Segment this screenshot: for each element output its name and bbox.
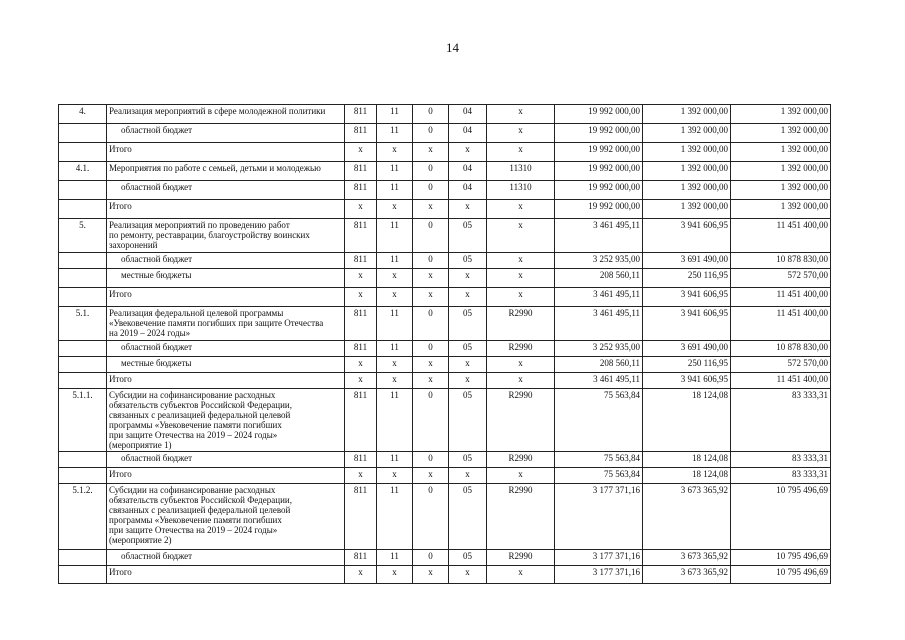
amount-year3-cell: 11 451 400,00 (731, 373, 831, 389)
program-cell: 0 (413, 105, 449, 124)
expense-code-cell: R2990 (487, 550, 555, 566)
expense-code-cell: x (487, 253, 555, 269)
amount-year1-cell: 3 177 371,16 (555, 550, 643, 566)
item-name-line: Реализация федеральной целевой программы (109, 308, 284, 318)
amount-year2-cell: 1 392 000,00 (643, 162, 731, 181)
item-name-cell (107, 373, 345, 389)
row-number-cell (59, 468, 107, 484)
amount-year2-cell: 3 673 365,92 (643, 550, 731, 566)
row-number-cell (59, 181, 107, 200)
item-name-line: областной бюджет (121, 125, 193, 135)
subprogram-cell: 05 (449, 452, 487, 468)
page-number: 14 (446, 40, 459, 55)
amount-year3-cell: 10 795 496,69 (731, 550, 831, 566)
expense-code-cell: x (487, 373, 555, 389)
item-name-line: Итого (109, 374, 132, 384)
amount-year1-cell: 208 560,11 (555, 357, 643, 373)
section-cell: 11 (377, 124, 413, 143)
item-name-line: при защите Отечества на 2019 – 2024 годы» (109, 430, 278, 440)
program-cell: 0 (413, 389, 449, 452)
program-cell: 0 (413, 162, 449, 181)
item-name-cell (107, 181, 345, 200)
amount-year3-cell: 83 333,31 (731, 468, 831, 484)
subprogram-cell: 05 (449, 341, 487, 357)
subprogram-cell: x (449, 269, 487, 288)
program-cell: 0 (413, 253, 449, 269)
section-cell: 11 (377, 253, 413, 269)
grbs-cell: x (345, 269, 377, 288)
item-name-cell (107, 253, 345, 269)
item-name-line: Субсидии на софинансирование расходных (109, 485, 276, 495)
expense-code-cell: R2990 (487, 341, 555, 357)
amount-year1-cell: 75 563,84 (555, 468, 643, 484)
amount-year2-cell: 3 941 606,95 (643, 307, 731, 341)
expense-code-cell: x (487, 468, 555, 484)
amount-year3-cell: 11 451 400,00 (731, 288, 831, 307)
expense-code-cell: R2990 (487, 452, 555, 468)
subprogram-cell: 04 (449, 162, 487, 181)
amount-year1-cell: 208 560,11 (555, 269, 643, 288)
section-cell: 11 (377, 389, 413, 452)
amount-year3-cell: 10 878 830,00 (731, 341, 831, 357)
table-row (59, 124, 831, 143)
program-cell: x (413, 373, 449, 389)
amount-year2-cell: 250 116,95 (643, 357, 731, 373)
section-cell: x (377, 373, 413, 389)
amount-year3-cell: 10 795 496,69 (731, 566, 831, 584)
program-cell: 0 (413, 452, 449, 468)
amount-year1-cell: 19 992 000,00 (555, 200, 643, 219)
table-row (59, 143, 831, 162)
item-name-cell (107, 143, 345, 162)
row-number-cell (59, 341, 107, 357)
item-name-cell (107, 566, 345, 584)
amount-year3-cell: 572 570,00 (731, 357, 831, 373)
table-row (59, 357, 831, 373)
item-name-line: областной бюджет (121, 551, 193, 561)
subprogram-cell: 05 (449, 307, 487, 341)
program-cell: 0 (413, 550, 449, 566)
table-row (59, 341, 831, 357)
grbs-cell: x (345, 288, 377, 307)
row-number-cell (59, 566, 107, 584)
section-cell: 11 (377, 484, 413, 550)
item-name-cell (107, 162, 345, 181)
row-number-cell (59, 200, 107, 219)
expense-code-cell: x (487, 219, 555, 253)
item-name-cell (107, 389, 345, 452)
grbs-cell: 811 (345, 181, 377, 200)
grbs-cell: 811 (345, 253, 377, 269)
section-cell: 11 (377, 452, 413, 468)
amount-year2-cell: 1 392 000,00 (643, 105, 731, 124)
amount-year2-cell: 3 691 490,00 (643, 253, 731, 269)
table-row (59, 288, 831, 307)
row-number-cell (59, 357, 107, 373)
subprogram-cell: x (449, 468, 487, 484)
item-name-line: Реализация мероприятий в сфере молодежной политики (109, 106, 326, 116)
row-number-cell: 5. (59, 219, 107, 253)
amount-year2-cell: 1 392 000,00 (643, 143, 731, 162)
subprogram-cell: 05 (449, 484, 487, 550)
amount-year2-cell: 1 392 000,00 (643, 181, 731, 200)
amount-year2-cell: 18 124,08 (643, 389, 731, 452)
row-number-cell: 5.1. (59, 307, 107, 341)
amount-year3-cell: 1 392 000,00 (731, 124, 831, 143)
amount-year1-cell: 3 252 935,00 (555, 341, 643, 357)
grbs-cell: x (345, 468, 377, 484)
section-cell: 11 (377, 307, 413, 341)
expense-code-cell: R2990 (487, 484, 555, 550)
program-cell: x (413, 288, 449, 307)
expense-code-cell: x (487, 143, 555, 162)
item-name-line: обязательств субъектов Российской Федерации, (109, 495, 292, 505)
program-cell: x (413, 269, 449, 288)
amount-year2-cell: 3 941 606,95 (643, 373, 731, 389)
amount-year1-cell: 3 461 495,11 (555, 307, 643, 341)
grbs-cell: x (345, 566, 377, 584)
amount-year3-cell: 572 570,00 (731, 269, 831, 288)
item-name-cell (107, 288, 345, 307)
item-name-line: программы «Увековечение памяти погибших (109, 420, 282, 430)
expense-code-cell: 11310 (487, 181, 555, 200)
item-name-line: Итого (109, 567, 132, 577)
item-name-line: областной бюджет (121, 182, 193, 192)
expense-code-cell: x (487, 124, 555, 143)
item-name-line: Мероприятия по работе с семьей, детьми и молодежью (109, 163, 321, 173)
amount-year1-cell: 19 992 000,00 (555, 143, 643, 162)
item-name-cell (107, 269, 345, 288)
item-name-line: при защите Отечества на 2019 – 2024 годы» (109, 525, 278, 535)
expense-code-cell: x (487, 288, 555, 307)
item-name-line: «Увековечение памяти погибших при защите Отечества (109, 318, 324, 328)
expense-code-cell: x (487, 269, 555, 288)
item-name-cell (107, 357, 345, 373)
amount-year3-cell: 1 392 000,00 (731, 162, 831, 181)
amount-year2-cell: 3 941 606,95 (643, 219, 731, 253)
amount-year1-cell: 19 992 000,00 (555, 124, 643, 143)
amount-year3-cell: 1 392 000,00 (731, 143, 831, 162)
amount-year3-cell: 1 392 000,00 (731, 200, 831, 219)
section-cell: 11 (377, 162, 413, 181)
row-number-cell (59, 373, 107, 389)
table-row (59, 253, 831, 269)
row-number-cell: 4. (59, 105, 107, 124)
section-cell: x (377, 288, 413, 307)
amount-year1-cell: 19 992 000,00 (555, 105, 643, 124)
amount-year1-cell: 3 461 495,11 (555, 288, 643, 307)
grbs-cell: x (345, 143, 377, 162)
item-name-line: областной бюджет (121, 254, 193, 264)
item-name-line: местные бюджеты (121, 270, 192, 280)
item-name-line: областной бюджет (121, 342, 193, 352)
amount-year3-cell: 1 392 000,00 (731, 181, 831, 200)
item-name-cell (107, 200, 345, 219)
table-row (59, 200, 831, 219)
expense-code-cell: x (487, 105, 555, 124)
amount-year3-cell: 83 333,31 (731, 452, 831, 468)
item-name-cell (107, 105, 345, 124)
budget-table (58, 104, 831, 584)
subprogram-cell: x (449, 200, 487, 219)
item-name-cell (107, 341, 345, 357)
row-number-cell (59, 288, 107, 307)
grbs-cell: 811 (345, 341, 377, 357)
section-cell: 11 (377, 181, 413, 200)
table-row (59, 389, 831, 452)
grbs-cell: 811 (345, 219, 377, 253)
item-name-cell (107, 307, 345, 341)
table-row (59, 219, 831, 253)
subprogram-cell: 05 (449, 550, 487, 566)
expense-code-cell: x (487, 566, 555, 584)
section-cell: x (377, 357, 413, 373)
section-cell: x (377, 143, 413, 162)
table-row (59, 373, 831, 389)
item-name-line: Итого (109, 144, 132, 154)
table-row (59, 307, 831, 341)
amount-year1-cell: 75 563,84 (555, 389, 643, 452)
section-cell: x (377, 200, 413, 219)
subprogram-cell: x (449, 566, 487, 584)
item-name-line: Итого (109, 201, 132, 211)
program-cell: x (413, 200, 449, 219)
table-row (59, 484, 831, 550)
amount-year3-cell: 1 392 000,00 (731, 105, 831, 124)
section-cell: 11 (377, 341, 413, 357)
item-name-line: захоронений (109, 240, 158, 250)
row-number-cell: 5.1.2. (59, 484, 107, 550)
item-name-line: местные бюджеты (121, 358, 192, 368)
program-cell: x (413, 468, 449, 484)
grbs-cell: 811 (345, 452, 377, 468)
row-number-cell (59, 143, 107, 162)
subprogram-cell: x (449, 373, 487, 389)
amount-year1-cell: 3 177 371,16 (555, 566, 643, 584)
item-name-line: Итого (109, 289, 132, 299)
amount-year2-cell: 1 392 000,00 (643, 200, 731, 219)
item-name-cell (107, 219, 345, 253)
grbs-cell: 811 (345, 162, 377, 181)
item-name-line: обязательств субъектов Российской Федерации, (109, 400, 292, 410)
amount-year2-cell: 3 941 606,95 (643, 288, 731, 307)
row-number-cell: 4.1. (59, 162, 107, 181)
subprogram-cell: 05 (449, 253, 487, 269)
amount-year3-cell: 10 878 830,00 (731, 253, 831, 269)
row-number-cell (59, 452, 107, 468)
item-name-line: по ремонту, реставрации, благоустройству воинских (109, 230, 310, 240)
expense-code-cell: x (487, 200, 555, 219)
row-number-cell (59, 124, 107, 143)
subprogram-cell: 04 (449, 181, 487, 200)
subprogram-cell: 05 (449, 219, 487, 253)
grbs-cell: 811 (345, 484, 377, 550)
amount-year1-cell: 19 992 000,00 (555, 181, 643, 200)
subprogram-cell: x (449, 357, 487, 373)
program-cell: 0 (413, 307, 449, 341)
subprogram-cell: 04 (449, 105, 487, 124)
budget-table-body (59, 105, 831, 584)
item-name-line: связанных с реализацией федеральной целевой (109, 410, 291, 420)
grbs-cell: 811 (345, 105, 377, 124)
item-name-line: Субсидии на софинансирование расходных (109, 390, 276, 400)
amount-year3-cell: 11 451 400,00 (731, 219, 831, 253)
item-name-line: областной бюджет (121, 453, 193, 463)
program-cell: x (413, 566, 449, 584)
amount-year1-cell: 75 563,84 (555, 452, 643, 468)
amount-year3-cell: 11 451 400,00 (731, 307, 831, 341)
amount-year2-cell: 1 392 000,00 (643, 124, 731, 143)
grbs-cell: 811 (345, 124, 377, 143)
amount-year2-cell: 3 673 365,92 (643, 484, 731, 550)
section-cell: x (377, 566, 413, 584)
item-name-line: программы «Увековечение памяти погибших (109, 515, 282, 525)
expense-code-cell: R2990 (487, 389, 555, 452)
amount-year1-cell: 19 992 000,00 (555, 162, 643, 181)
program-cell: x (413, 143, 449, 162)
grbs-cell: 811 (345, 550, 377, 566)
program-cell: x (413, 357, 449, 373)
section-cell: 11 (377, 219, 413, 253)
table-row (59, 162, 831, 181)
expense-code-cell: R2990 (487, 307, 555, 341)
table-row (59, 269, 831, 288)
section-cell: x (377, 468, 413, 484)
program-cell: 0 (413, 181, 449, 200)
amount-year3-cell: 83 333,31 (731, 389, 831, 452)
row-number-cell (59, 269, 107, 288)
item-name-line: (мероприятие 2) (109, 535, 172, 545)
subprogram-cell: 05 (449, 389, 487, 452)
table-row (59, 550, 831, 566)
table-row (59, 181, 831, 200)
amount-year3-cell: 10 795 496,69 (731, 484, 831, 550)
amount-year1-cell: 3 461 495,11 (555, 373, 643, 389)
item-name-cell (107, 484, 345, 550)
item-name-line: на 2019 – 2024 годы» (109, 328, 191, 338)
table-row (59, 566, 831, 584)
item-name-cell (107, 468, 345, 484)
item-name-line: Итого (109, 469, 132, 479)
expense-code-cell: 11310 (487, 162, 555, 181)
amount-year2-cell: 3 691 490,00 (643, 341, 731, 357)
grbs-cell: x (345, 200, 377, 219)
grbs-cell: 811 (345, 307, 377, 341)
subprogram-cell: 04 (449, 124, 487, 143)
grbs-cell: 811 (345, 389, 377, 452)
program-cell: 0 (413, 341, 449, 357)
table-row (59, 468, 831, 484)
grbs-cell: x (345, 357, 377, 373)
expense-code-cell: x (487, 357, 555, 373)
item-name-line: Реализация мероприятий по проведению работ (109, 220, 290, 230)
grbs-cell: x (345, 373, 377, 389)
amount-year2-cell: 18 124,08 (643, 468, 731, 484)
program-cell: 0 (413, 124, 449, 143)
item-name-cell (107, 124, 345, 143)
row-number-cell (59, 550, 107, 566)
program-cell: 0 (413, 484, 449, 550)
item-name-line: связанных с реализацией федеральной целевой (109, 505, 291, 515)
amount-year2-cell: 18 124,08 (643, 452, 731, 468)
section-cell: 11 (377, 105, 413, 124)
subprogram-cell: x (449, 143, 487, 162)
section-cell: 11 (377, 550, 413, 566)
table-row (59, 452, 831, 468)
amount-year2-cell: 250 116,95 (643, 269, 731, 288)
table-row (59, 105, 831, 124)
amount-year1-cell: 3 461 495,11 (555, 219, 643, 253)
row-number-cell: 5.1.1. (59, 389, 107, 452)
item-name-line: (мероприятие 1) (109, 440, 172, 450)
item-name-cell (107, 452, 345, 468)
amount-year1-cell: 3 252 935,00 (555, 253, 643, 269)
amount-year1-cell: 3 177 371,16 (555, 484, 643, 550)
section-cell: x (377, 269, 413, 288)
row-number-cell (59, 253, 107, 269)
amount-year2-cell: 3 673 365,92 (643, 566, 731, 584)
program-cell: 0 (413, 219, 449, 253)
item-name-cell (107, 550, 345, 566)
subprogram-cell: x (449, 288, 487, 307)
